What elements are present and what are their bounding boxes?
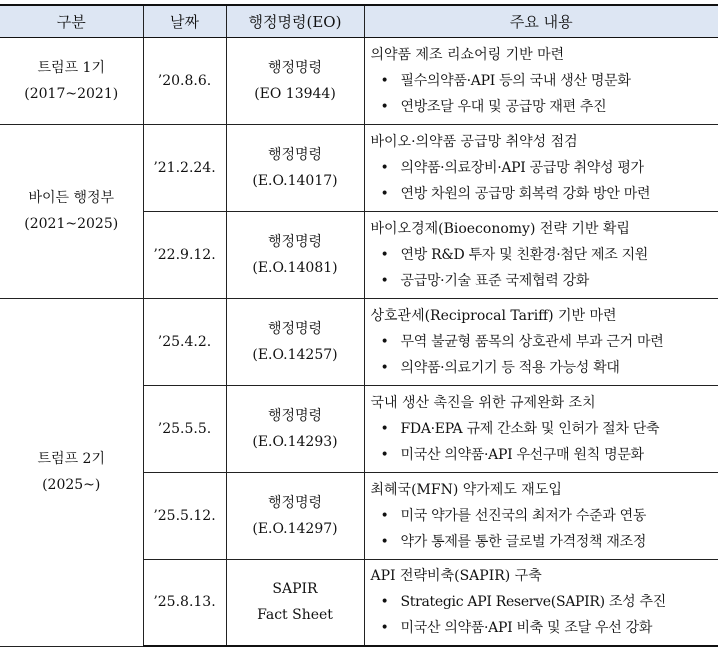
bullet-text: 연방 R&D 투자 및 친환경·첨단 제조 지원 (400, 246, 649, 263)
bullet-text: 공급망·기술 표준 국제협력 강화 (400, 272, 590, 289)
bullet-text: 무역 불균형 품목의 상호관세 부과 근거 마련 (400, 333, 664, 350)
eo-cell (226, 211, 364, 298)
content-cell (364, 37, 718, 124)
bullet-icon: • (380, 333, 389, 350)
bullet-item (371, 529, 715, 555)
category-name: 트럼프 1기 (37, 59, 105, 76)
bullet-icon: • (380, 446, 389, 463)
bullet-item (371, 615, 715, 641)
table-row (0, 124, 718, 211)
date-cell: ’21.2.24. (143, 124, 226, 211)
eo-type: 행정명령 (267, 407, 323, 424)
bullet-text: 약가 통제를 통한 글로벌 가격정책 재조정 (400, 533, 647, 550)
date-cell: ’25.8.13. (143, 559, 226, 646)
eo-type: 행정명령 (267, 494, 323, 511)
date-cell: ’25.4.2. (143, 298, 226, 385)
bullet-text: 미국산 의약품·API 우선구매 원칙 명문화 (400, 446, 644, 463)
bullet-icon: • (380, 185, 389, 202)
category-cell (0, 37, 143, 124)
bullet-icon: • (380, 507, 389, 524)
date-cell: ’20.8.6. (143, 37, 226, 124)
eo-type: 행정명령 (267, 320, 323, 337)
eo-number: (E.O.14293) (252, 433, 338, 450)
content-title: 국내 생산 촉진을 위한 규제완화 조치 (370, 394, 596, 411)
bullet-text: 의약품·의료장비·API 공급망 취약성 평가 (400, 159, 644, 176)
eo-timeline-table (0, 4, 718, 647)
bullet-item (371, 355, 715, 381)
bullet-icon: • (380, 98, 389, 115)
bullet-item (371, 181, 715, 207)
bullet-icon: • (380, 420, 389, 437)
eo-type: 행정명령 (267, 233, 323, 250)
content-title: API 전략비축(SAPIR) 구축 (370, 568, 542, 585)
eo-cell (226, 124, 364, 211)
bullet-text: 연방 차원의 공급망 회복력 강화 방안 마련 (400, 185, 651, 202)
bullet-item (371, 268, 715, 294)
eo-number: (E.O.14017) (252, 172, 338, 189)
content-title: 의약품 제조 리쇼어링 기반 마련 (370, 46, 565, 63)
category-cell (0, 124, 143, 298)
content-cell (364, 211, 718, 298)
bullet-icon: • (380, 272, 389, 289)
content-title: 바이오경제(Bioeconomy) 전략 기반 확립 (370, 220, 630, 237)
date-cell: ’25.5.5. (143, 385, 226, 472)
bullet-text: 의약품·의료기기 등 적용 가능성 확대 (400, 359, 620, 376)
date-cell: ’25.5.12. (143, 472, 226, 559)
bullet-text: 연방조달 우대 및 공급망 재편 추진 (400, 98, 607, 115)
category-cell (0, 298, 143, 646)
header-date: 날짜 (143, 5, 226, 37)
eo-number: (E.O.14257) (252, 346, 338, 363)
header-row (0, 5, 718, 37)
content-cell (364, 559, 718, 646)
bullet-text: 필수의약품·API 등의 국내 생산 명문화 (400, 72, 631, 89)
category-period: (2025~) (42, 477, 101, 493)
bullet-item (371, 242, 715, 268)
content-title: 바이오·의약품 공급망 취약성 점검 (370, 133, 578, 150)
content-cell (364, 124, 718, 211)
eo-number: (EO 13944) (254, 85, 336, 102)
eo-number: Fact Sheet (257, 607, 333, 624)
bullet-icon: • (380, 159, 389, 176)
bullet-item (371, 589, 715, 615)
date-cell: ’22.9.12. (143, 211, 226, 298)
bullet-item (371, 442, 715, 468)
category-name: 바이든 행정부 (28, 190, 115, 206)
header-category: 구분 (0, 5, 143, 37)
bullet-item (371, 155, 715, 181)
category-period: (2017~2021) (24, 85, 119, 102)
header-eo: 행정명령(EO) (226, 5, 364, 37)
eo-type: 행정명령 (267, 59, 323, 76)
bullet-icon: • (380, 359, 389, 376)
bullet-text: 미국산 의약품·API 비축 및 조달 우선 강화 (400, 620, 653, 637)
bullet-text: FDA·EPA 규제 간소화 및 인허가 절차 단축 (400, 420, 660, 437)
bullet-item (371, 503, 715, 529)
bullet-icon: • (380, 594, 389, 611)
content-title: 최혜국(MFN) 약가제도 재도입 (370, 481, 562, 498)
eo-cell (226, 559, 364, 646)
table-row (0, 298, 718, 385)
bullet-text: 미국 약가를 선진국의 최저가 수준과 연동 (400, 507, 647, 524)
content-title: 상호관세(Reciprocal Tariff) 기반 마련 (370, 307, 617, 324)
eo-type: SAPIR (272, 581, 318, 598)
category-name: 트럼프 2기 (37, 451, 105, 467)
eo-cell (226, 37, 364, 124)
bullet-item (371, 94, 715, 120)
category-period: (2021~2025) (24, 216, 119, 232)
content-cell (364, 385, 718, 472)
eo-cell (226, 472, 364, 559)
eo-number: (E.O.14081) (252, 259, 338, 276)
bullet-text: Strategic API Reserve(SAPIR) 조성 추진 (400, 594, 667, 611)
eo-cell (226, 385, 364, 472)
content-cell (364, 472, 718, 559)
bullet-item (371, 68, 715, 94)
bullet-icon: • (380, 72, 389, 89)
bullet-item (371, 416, 715, 442)
bullet-icon: • (380, 246, 389, 263)
eo-number: (E.O.14297) (252, 520, 338, 537)
header-content: 주요 내용 (364, 5, 718, 37)
bullet-icon: • (380, 620, 389, 637)
content-cell (364, 298, 718, 385)
bullet-icon: • (380, 533, 389, 550)
table-row (0, 37, 718, 124)
eo-cell (226, 298, 364, 385)
eo-type: 행정명령 (267, 146, 323, 163)
bullet-item (371, 329, 715, 355)
